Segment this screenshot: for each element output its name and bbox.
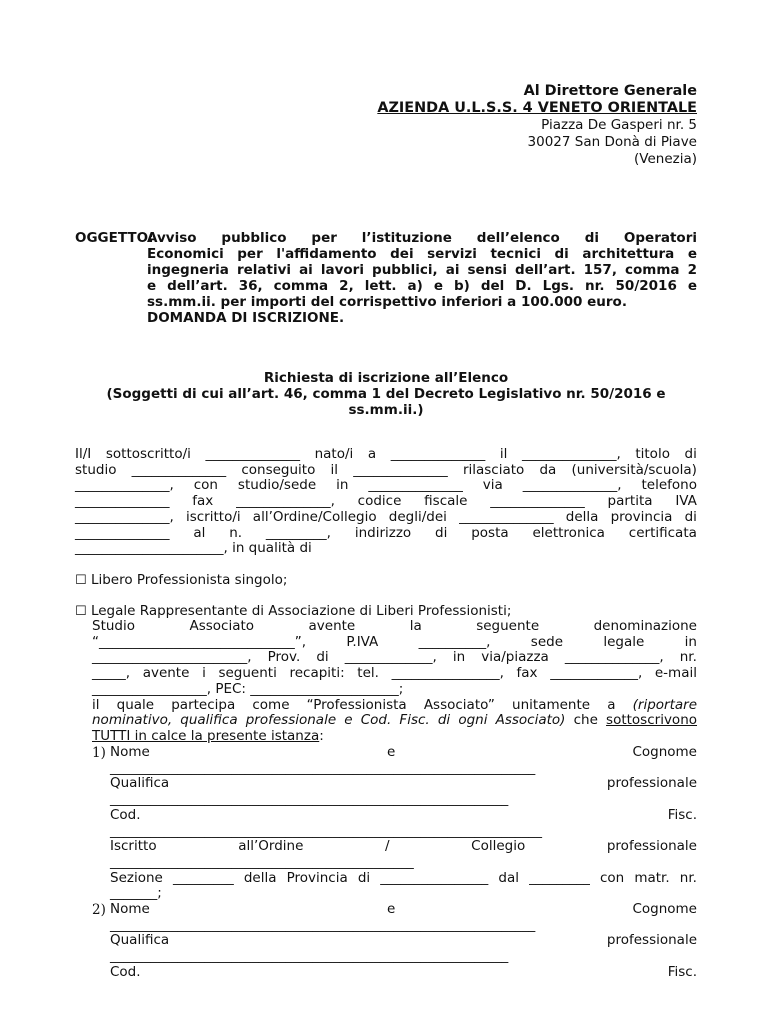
text-word: ______________, bbox=[564, 649, 664, 666]
text-word: di bbox=[684, 508, 697, 525]
member-number: 2) bbox=[92, 902, 106, 918]
text-word: ______________ bbox=[353, 461, 448, 478]
text-word: ______________, bbox=[236, 493, 335, 510]
text-word: nr. bbox=[679, 869, 697, 886]
text-word: via bbox=[482, 477, 503, 494]
text-word: tel. bbox=[357, 665, 379, 682]
text-word: _________ bbox=[529, 869, 590, 886]
text-word: il bbox=[499, 446, 508, 462]
text-word: n. bbox=[229, 524, 243, 541]
text-word: in bbox=[452, 649, 466, 666]
text-word: della bbox=[565, 508, 599, 525]
text-word: Iscritto bbox=[110, 838, 157, 855]
text-word: _____, bbox=[92, 665, 131, 682]
text-word: e bbox=[386, 901, 396, 917]
text-word: studio/sede bbox=[237, 477, 317, 494]
text-word: Provincia bbox=[286, 869, 348, 886]
text-word: da bbox=[539, 461, 557, 478]
intro-line bbox=[75, 510, 697, 526]
option-libero-professionista[interactable] bbox=[75, 572, 287, 589]
text-word: ______________, bbox=[522, 477, 622, 494]
text-word: nato/i bbox=[314, 446, 354, 462]
text-word: _________ bbox=[172, 869, 234, 886]
association-details bbox=[92, 619, 697, 745]
member-iscr-row bbox=[110, 839, 697, 855]
member-cf-row bbox=[110, 808, 697, 824]
text-word: Nome bbox=[110, 744, 150, 760]
intro-line bbox=[75, 478, 697, 494]
association-line bbox=[92, 650, 697, 666]
text-word: la bbox=[409, 618, 422, 634]
subject-line: Economici per l'affidamento dei servizi tecnici di architettura e bbox=[147, 246, 697, 262]
text-word: di bbox=[435, 524, 448, 541]
association-line bbox=[92, 619, 697, 635]
member-1-block bbox=[110, 745, 697, 902]
text-word: ______________ bbox=[131, 461, 227, 478]
text-word: ______________ bbox=[490, 493, 585, 510]
text-word: posta bbox=[471, 524, 509, 541]
text-word: / bbox=[385, 838, 390, 855]
intro-line: ______________________, in qualità di bbox=[75, 540, 312, 557]
text-word: Sezione bbox=[110, 869, 163, 886]
text-word: titolo bbox=[635, 446, 670, 462]
text-word: ______________, bbox=[75, 477, 174, 494]
text-word: nr. bbox=[679, 649, 697, 666]
text-word: Prov. bbox=[267, 649, 301, 666]
member-2-block bbox=[110, 902, 697, 981]
text-word: indirizzo bbox=[354, 524, 412, 541]
text-word: dal bbox=[498, 869, 519, 886]
text-word: ______________, bbox=[75, 508, 174, 525]
text-word: avente bbox=[308, 618, 356, 634]
text-word: Il/I bbox=[75, 446, 92, 462]
text-word: recapiti: bbox=[289, 665, 345, 682]
text-word: _____________, bbox=[344, 649, 437, 666]
text-word: Nome bbox=[110, 901, 150, 917]
checkbox-icon[interactable]: ☐ bbox=[75, 604, 87, 619]
association-line bbox=[92, 729, 697, 745]
intro-line bbox=[75, 463, 697, 479]
option-label: Legale Rappresentante di Associazione di Liberi Professionisti; bbox=[90, 603, 512, 619]
recipient-province: (Venezia) bbox=[634, 151, 697, 167]
member-qual-row bbox=[110, 933, 697, 949]
option-legale-rappresentante[interactable] bbox=[75, 603, 511, 620]
text-word: partita bbox=[607, 493, 653, 510]
association-line: _________________, PEC: ______________________; bbox=[92, 680, 404, 697]
text-word: professionale bbox=[606, 775, 697, 792]
association-text: sottoscrivono bbox=[606, 712, 698, 729]
text-word: ______________ bbox=[459, 508, 554, 525]
text-word: all’Ordine bbox=[238, 838, 304, 855]
association-note: (riportare bbox=[632, 696, 697, 713]
member-sez-row bbox=[110, 871, 697, 887]
member-number: 1) bbox=[92, 745, 106, 761]
subject-line: DOMANDA DI ISCRIZIONE. bbox=[147, 310, 345, 326]
text-word: i bbox=[202, 665, 206, 682]
text-word: studio bbox=[75, 461, 117, 478]
subject-label: OGGETTO: bbox=[75, 230, 154, 246]
text-word: in bbox=[336, 477, 349, 494]
text-word: telefono bbox=[641, 477, 697, 494]
text-word: elettronica bbox=[532, 524, 605, 541]
text-word: “_____________________________”, bbox=[92, 633, 307, 650]
text-word: all’Ordine/Collegio bbox=[252, 508, 377, 525]
text-word: fax bbox=[192, 493, 214, 510]
text-word: di bbox=[316, 649, 329, 666]
recipient-title: Al Direttore Generale bbox=[523, 83, 697, 99]
text-word: Cod. bbox=[110, 963, 141, 980]
text-word: di bbox=[684, 446, 697, 462]
checkbox-icon[interactable]: ☐ bbox=[75, 573, 87, 588]
text-word: Collegio bbox=[471, 838, 526, 855]
text-word: conseguito bbox=[241, 461, 316, 478]
text-word: _____________, bbox=[550, 665, 643, 682]
recipient-street: Piazza De Gasperi nr. 5 bbox=[541, 117, 697, 133]
text-word: con bbox=[599, 869, 625, 886]
member-iscr-line: _____________________________________________ bbox=[110, 853, 414, 870]
intro-line bbox=[75, 447, 697, 463]
text-word: sede bbox=[530, 633, 563, 650]
text-word: ______________ bbox=[390, 446, 486, 462]
text-word: ________________ bbox=[380, 869, 489, 886]
recipient-organization: AZIENDA U.L.S.S. 4 VENETO ORIENTALE bbox=[377, 100, 697, 116]
member-qual-row bbox=[110, 776, 697, 792]
text-word: Cognome bbox=[632, 901, 697, 917]
form-subtitle-cont: ss.mm.ii.) bbox=[348, 402, 424, 418]
option-label: Libero Professionista singolo; bbox=[90, 572, 288, 588]
text-word: seguente bbox=[476, 618, 540, 634]
text-word: legale bbox=[603, 633, 645, 650]
text-word: iscritto/i bbox=[185, 508, 241, 525]
text-word: certificata bbox=[628, 524, 697, 541]
member-sez-end: _______; bbox=[110, 885, 162, 902]
text-word: Cognome bbox=[632, 744, 697, 760]
text-word: __________, bbox=[418, 633, 491, 650]
text-word: e bbox=[386, 744, 396, 760]
text-word: al bbox=[193, 524, 206, 541]
text-word: ______________ bbox=[205, 446, 300, 462]
form-subtitle: (Soggetti di cui all’art. 46, comma 1 del Decreto Legislativo nr. 50/2016 e bbox=[106, 386, 666, 402]
form-title: Richiesta di iscrizione all’Elenco bbox=[263, 370, 509, 386]
member-cf-line: ________________________________________________________________ bbox=[110, 822, 542, 839]
association-text: TUTTI in calce la presente istanza bbox=[92, 727, 320, 744]
association-text: che bbox=[573, 712, 598, 729]
text-word: ______________, bbox=[521, 446, 621, 462]
association-line bbox=[92, 666, 697, 682]
text-word: fax bbox=[516, 665, 538, 682]
text-word: via/piazza bbox=[481, 649, 549, 666]
text-word: e-mail bbox=[654, 665, 697, 682]
association-note: nominativo, qualifica professionale e Cod. Fisc. di ogni Associato) bbox=[92, 712, 566, 729]
text-word: (università/scuola) bbox=[571, 461, 697, 478]
member-name-line: _______________________________________________________________ bbox=[110, 916, 536, 933]
text-word: provincia bbox=[610, 508, 673, 525]
text-word: matr. bbox=[634, 869, 670, 886]
text-word: P.IVA bbox=[346, 633, 379, 650]
member-name-row bbox=[110, 902, 697, 918]
text-word: professionale bbox=[606, 838, 697, 855]
text-word: seguenti bbox=[218, 665, 277, 682]
subject-line: ingegneria relativi ai lavori pubblici, ai sensi dell’art. 157, comma 2 bbox=[147, 262, 697, 278]
member-qual-line: ___________________________________________________________ bbox=[110, 948, 509, 965]
text-word: in bbox=[684, 633, 697, 650]
text-word: avente bbox=[142, 665, 190, 682]
association-text: : bbox=[319, 727, 324, 744]
text-word: con bbox=[193, 477, 218, 494]
association-line bbox=[92, 635, 697, 651]
association-line bbox=[92, 713, 697, 729]
intro-line bbox=[75, 526, 697, 542]
text-word: di bbox=[357, 869, 371, 886]
text-word: ______________ bbox=[75, 524, 170, 541]
text-word: il bbox=[330, 461, 339, 478]
text-word: _______________________, bbox=[92, 649, 252, 666]
text-word: ______________ bbox=[75, 493, 170, 510]
recipient-city: 30027 San Donà di Piave bbox=[527, 134, 697, 150]
text-word: ______________ bbox=[368, 477, 463, 494]
member-name-line: _______________________________________________________________ bbox=[110, 759, 536, 776]
text-word: IVA bbox=[675, 493, 697, 510]
subject-line: ss.mm.ii. per importi del corrispettivo inferiori a 100.000 euro. bbox=[147, 294, 627, 310]
text-word: professionale bbox=[606, 932, 697, 949]
text-word: Studio bbox=[92, 618, 135, 634]
intro-paragraph bbox=[75, 447, 697, 557]
text-word: Qualifica bbox=[110, 775, 170, 792]
text-word: Cod. bbox=[110, 806, 141, 823]
subject-text bbox=[147, 230, 697, 326]
text-word: rilasciato bbox=[462, 461, 525, 478]
text-word: fiscale bbox=[424, 493, 468, 510]
intro-line bbox=[75, 494, 697, 510]
text-word: Fisc. bbox=[667, 806, 697, 823]
text-word: degli/dei bbox=[388, 508, 447, 525]
text-word: Associato bbox=[189, 618, 255, 634]
text-word: della bbox=[243, 869, 277, 886]
text-word: ________________, bbox=[391, 665, 504, 682]
association-text: il quale partecipa come “Professionista Associato” unitamente a bbox=[92, 696, 616, 713]
subject-line: Avviso pubblico per l’istituzione dell’elenco di Operatori bbox=[147, 230, 697, 246]
member-name-row bbox=[110, 745, 697, 761]
text-word: Qualifica bbox=[110, 932, 170, 949]
subject-line: e dell’art. 36, comma 2, lett. a) e b) del D. Lgs. nr. 50/2016 e bbox=[147, 278, 697, 294]
text-word: denominazione bbox=[593, 618, 697, 634]
text-word: a bbox=[367, 446, 377, 462]
text-word: sottoscritto/i bbox=[105, 446, 191, 462]
association-line bbox=[92, 698, 697, 714]
text-word: _________, bbox=[265, 524, 331, 541]
member-cf-row bbox=[110, 965, 697, 981]
member-qual-line: ___________________________________________________________ bbox=[110, 791, 509, 808]
text-word: codice bbox=[357, 493, 402, 510]
text-word: Fisc. bbox=[667, 963, 697, 980]
